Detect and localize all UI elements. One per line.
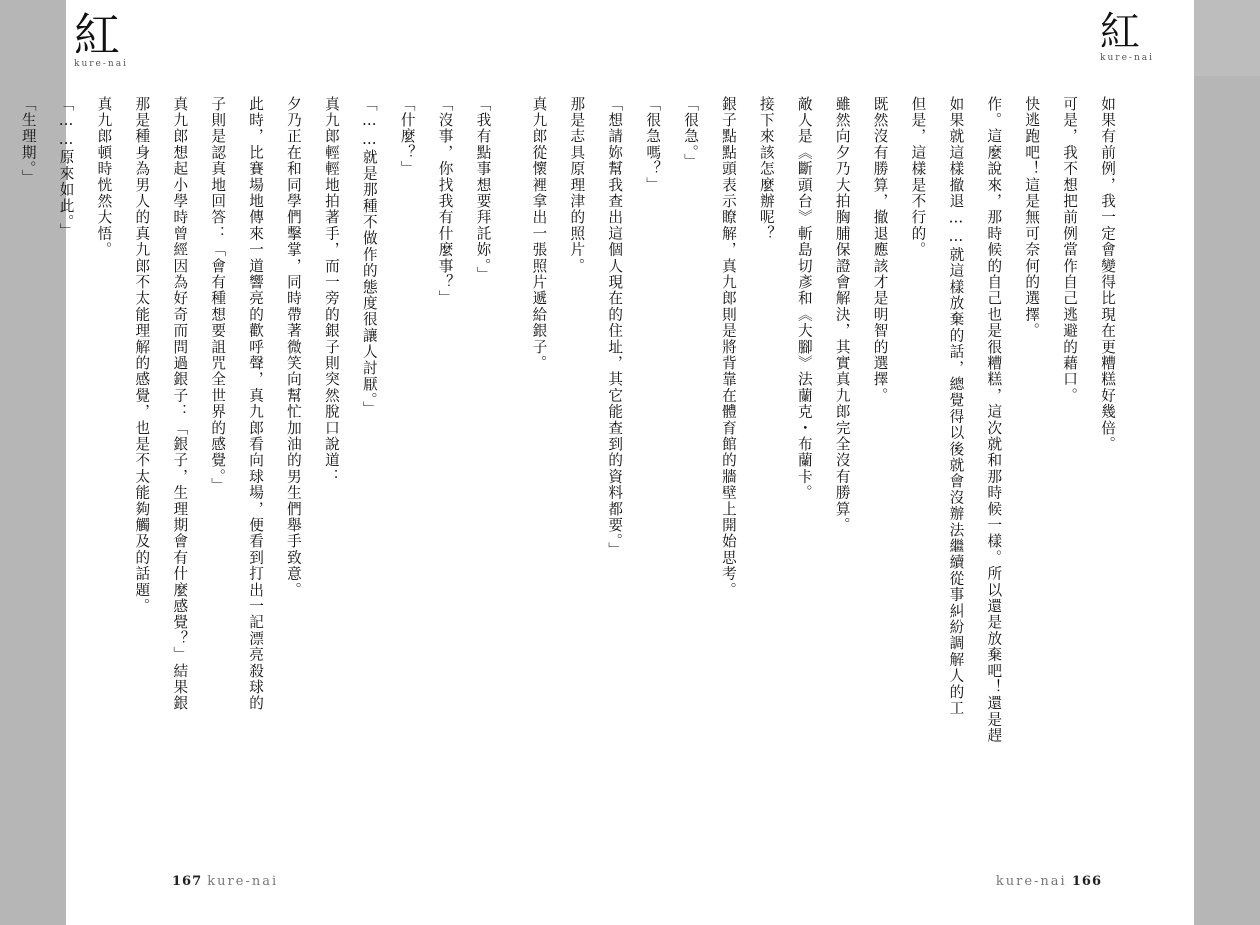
text-column: 子則是認真地回答：「會有種想要詛咒全世界的感覺。」 — [209, 96, 227, 494]
text-column: 敵人是《斷頭台》斬島切彥和《大腳》法蘭克・布蘭卡。 — [795, 96, 813, 501]
text-column: 「……原來如此。」 — [57, 96, 75, 240]
text-column: 如果就這樣撤退……就這樣放棄的話，總覺得以後就會沒辦法繼續從事糾紛調解人的工 — [947, 96, 965, 717]
text-column: 快逃跑吧！這是無可奈何的選擇。 — [1023, 96, 1041, 339]
text-column: 「很急。」 — [682, 96, 700, 170]
logo-roman-right: kure-nai — [1100, 53, 1154, 63]
text-column: 「什麼？」 — [398, 96, 416, 177]
folio-left — [172, 874, 278, 889]
page-number-left: 167 — [172, 874, 203, 889]
text-column: 作。這麼說來，那時候的自己也是很糟糕，這次就和那時候一樣。所以還是放棄吧！還是趕 — [985, 96, 1003, 744]
text-column: 「……就是那種不做作的態度很讓人討厭。」 — [360, 96, 378, 418]
text-column: 「生理期。」 — [19, 96, 37, 186]
text-column: 真九郎想起小學時曾經因為好奇而問過銀子：「銀子，生理期會有什麼感覺？」結果銀 — [171, 96, 189, 712]
folio-word-left: kure-nai — [207, 874, 279, 889]
page-number-right: 166 — [1071, 874, 1102, 889]
text-column: 但是，這樣是不行的。 — [909, 96, 927, 258]
text-column: 既然沒有勝算，撤退應該才是明智的選擇。 — [871, 96, 889, 404]
text-column: 如果有前例，我一定會變得比現在更糟糕好幾倍。 — [1099, 96, 1116, 453]
text-column: 真九郎從懷裡拿出一張照片遞給銀子。 — [530, 96, 548, 372]
logo-kanji-left: 紅 — [74, 8, 121, 62]
logo-kanji-right: 紅 — [1100, 9, 1142, 55]
text-column: 「很急嗎？」 — [644, 96, 662, 194]
corner-decoration-block — [1194, 0, 1260, 76]
text-column — [0, 96, 5, 836]
text-column: 可是，我不想把前例當作自己逃避的藉口。 — [1061, 96, 1079, 404]
text-column: 那是志具原理津的照片。 — [568, 96, 586, 275]
folio-word-right: kure-nai — [995, 874, 1067, 889]
text-column: 那是種身為男人的真九郎不太能理解的感覺，也是不太能夠觸及的話題。 — [133, 96, 151, 615]
text-column: 「想請妳幫我查出這個人現在的住址，其它能查到的資料都要。」 — [606, 96, 624, 559]
logo-roman-left: kure-nai — [74, 59, 128, 69]
text-column: 接下來該怎麼辦呢？ — [757, 96, 775, 242]
text-column: 夕乃正在和同學們擊掌，同時帶著微笑向幫忙加油的男生們舉手致意。 — [284, 96, 302, 599]
vertical-text-body — [0, 96, 1122, 836]
text-column: 真九郎頓時恍然大悟。 — [95, 96, 113, 258]
text-column: 雖然向夕乃大拍胸脯保證會解決，其實真九郎完全沒有勝算。 — [833, 96, 851, 534]
book-logo-right — [1100, 9, 1154, 63]
text-column: 「我有點事想要拜託妳。」 — [474, 96, 492, 284]
book-page-sheet — [19, 0, 1194, 925]
text-column: 真九郎輕輕地拍著手，而一旁的銀子則突然脫口說道： — [322, 96, 340, 485]
text-column: 此時，比賽場地傳來一道響亮的歡呼聲，真九郎看向球場，便看到打出一記漂亮殺球的 — [247, 96, 265, 712]
folio-right — [996, 874, 1102, 889]
text-column: 「沒事，你找我有什麼事？」 — [436, 96, 454, 307]
book-logo-left — [74, 8, 128, 69]
text-column: 銀子點點頭表示瞭解，真九郎則是將背靠在體育館的牆壁上開始思考。 — [719, 96, 737, 599]
